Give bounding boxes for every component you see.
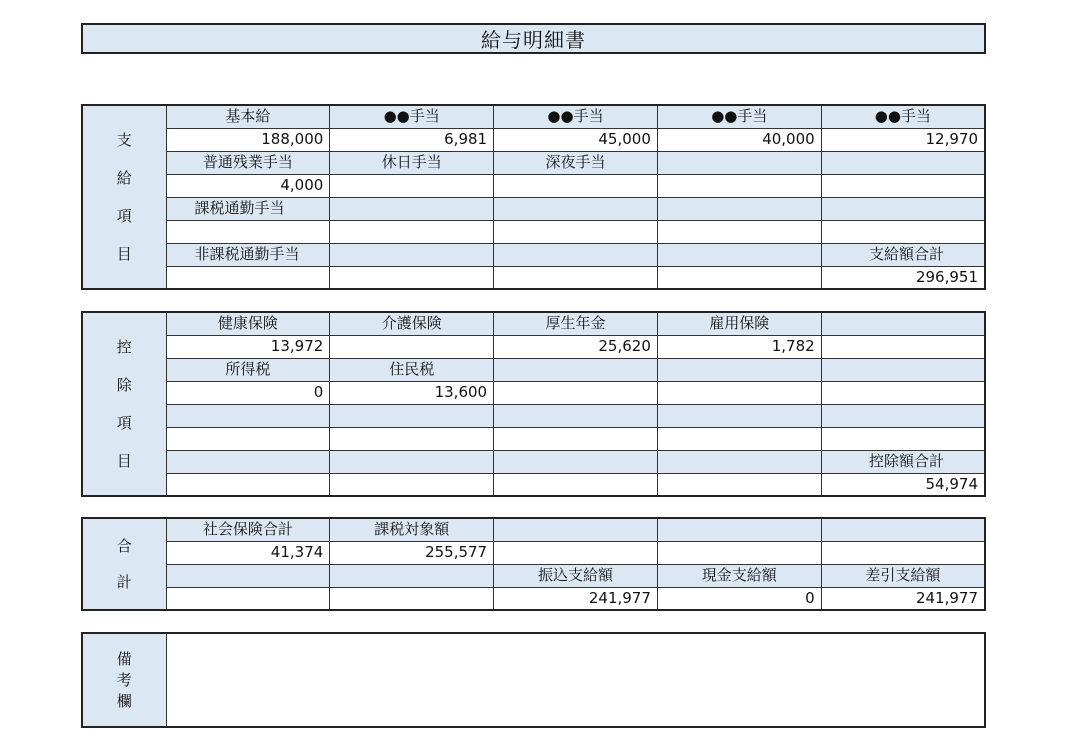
item-name-cell (330, 404, 494, 427)
amount-cell (166, 473, 330, 496)
amount-cell (330, 587, 494, 610)
item-name-cell (494, 197, 658, 220)
amount-cell (821, 541, 985, 564)
amount-cell (657, 473, 821, 496)
item-name-cell: 健康保険 (166, 312, 330, 335)
koujo-label-char: 除 (116, 376, 132, 394)
amount-cell: 296,951 (821, 266, 985, 289)
amount-cell: 12,970 (821, 128, 985, 151)
koujo-section-label (82, 312, 166, 496)
amount-cell (494, 541, 658, 564)
amount-cell: 1,782 (657, 335, 821, 358)
item-name-cell: 所得税 (166, 358, 330, 381)
item-name-cell (657, 450, 821, 473)
table-row (82, 381, 985, 404)
table-row (82, 266, 985, 289)
table-row (82, 174, 985, 197)
amount-cell (821, 381, 985, 404)
amount-cell: 13,972 (166, 335, 330, 358)
item-name-cell (657, 243, 821, 266)
remarks-label (82, 633, 166, 727)
item-name-cell (330, 564, 494, 587)
item-name-cell (494, 358, 658, 381)
amount-cell: 188,000 (166, 128, 330, 151)
table-row (82, 427, 985, 450)
item-name-cell: ●●手当 (821, 105, 985, 128)
amount-cell (657, 266, 821, 289)
item-name-cell (821, 197, 985, 220)
amount-cell (821, 335, 985, 358)
amount-cell: 6,981 (330, 128, 494, 151)
item-name-cell: 基本給 (166, 105, 330, 128)
shikyu-section-label (82, 105, 166, 289)
item-name-cell (494, 243, 658, 266)
deduction-section (81, 311, 986, 497)
amount-cell: 4,000 (166, 174, 330, 197)
table-row (82, 105, 985, 128)
item-name-cell: 課税通勤手当 (166, 197, 330, 220)
amount-cell: 241,977 (494, 587, 658, 610)
item-name-cell (657, 151, 821, 174)
amount-cell: 25,620 (494, 335, 658, 358)
item-name-cell (166, 450, 330, 473)
item-name-cell: 住民税 (330, 358, 494, 381)
amount-cell: 13,600 (330, 381, 494, 404)
amount-cell (494, 220, 658, 243)
item-name-cell (330, 450, 494, 473)
shikyu-label-char: 目 (116, 245, 132, 263)
amount-cell: 45,000 (494, 128, 658, 151)
payment-section (81, 104, 986, 290)
remarks-label-char: 考 (116, 670, 132, 689)
table-row (82, 128, 985, 151)
item-name-cell: 支給額合計 (821, 243, 985, 266)
item-name-cell (330, 243, 494, 266)
table-row (82, 541, 985, 564)
goukei-section-label (82, 518, 166, 610)
amount-cell (821, 427, 985, 450)
table-row (82, 404, 985, 427)
amount-cell: 54,974 (821, 473, 985, 496)
amount-cell (657, 220, 821, 243)
amount-cell (657, 541, 821, 564)
shikyu-label-char: 項 (116, 207, 132, 225)
item-name-cell (821, 312, 985, 335)
koujo-label-char: 目 (116, 452, 132, 470)
amount-cell (494, 473, 658, 496)
amount-cell (494, 427, 658, 450)
table-row (82, 312, 985, 335)
item-name-cell: 控除額合計 (821, 450, 985, 473)
item-name-cell (166, 404, 330, 427)
remarks-section (81, 632, 986, 728)
item-name-cell: 振込支給額 (494, 564, 658, 587)
item-name-cell: 社会保険合計 (166, 518, 330, 541)
koujo-label-char: 項 (116, 414, 132, 432)
item-name-cell (821, 404, 985, 427)
item-name-cell: ●●手当 (657, 105, 821, 128)
item-name-cell: 現金支給額 (657, 564, 821, 587)
item-name-cell: 差引支給額 (821, 564, 985, 587)
table-row (82, 151, 985, 174)
amount-cell (821, 174, 985, 197)
table-row (82, 220, 985, 243)
amount-cell: 40,000 (657, 128, 821, 151)
table-row (82, 358, 985, 381)
amount-cell (330, 427, 494, 450)
amount-cell (330, 220, 494, 243)
amount-cell (657, 174, 821, 197)
item-name-cell (330, 197, 494, 220)
item-name-cell: 普通残業手当 (166, 151, 330, 174)
item-name-cell: 雇用保険 (657, 312, 821, 335)
amount-cell (330, 473, 494, 496)
amount-cell (166, 427, 330, 450)
item-name-cell: ●●手当 (330, 105, 494, 128)
amount-cell: 41,374 (166, 541, 330, 564)
amount-cell: 0 (657, 587, 821, 610)
item-name-cell: 介護保険 (330, 312, 494, 335)
amount-cell: 241,977 (821, 587, 985, 610)
item-name-cell: 深夜手当 (494, 151, 658, 174)
item-name-cell: ●●手当 (494, 105, 658, 128)
amount-cell (166, 220, 330, 243)
table-row (82, 243, 985, 266)
total-section (81, 517, 986, 611)
koujo-label-char: 控 (116, 338, 132, 356)
shikyu-label-char: 給 (116, 169, 132, 187)
table-row (82, 473, 985, 496)
amount-cell: 0 (166, 381, 330, 404)
item-name-cell (494, 450, 658, 473)
amount-cell (494, 381, 658, 404)
goukei-label-char: 合 (116, 537, 132, 555)
amount-cell (166, 587, 330, 610)
item-name-cell (657, 358, 821, 381)
amount-cell (657, 381, 821, 404)
item-name-cell (494, 404, 658, 427)
table-row (82, 564, 985, 587)
item-name-cell: 休日手当 (330, 151, 494, 174)
table-row (82, 518, 985, 541)
item-name-cell: 厚生年金 (494, 312, 658, 335)
amount-cell (330, 335, 494, 358)
amount-cell (330, 266, 494, 289)
table-row (82, 197, 985, 220)
amount-cell (494, 174, 658, 197)
item-name-cell (657, 518, 821, 541)
remarks-content[interactable] (166, 633, 985, 727)
table-row (82, 335, 985, 358)
item-name-cell (166, 564, 330, 587)
shikyu-label-char: 支 (116, 131, 132, 149)
item-name-cell (821, 358, 985, 381)
amount-cell (821, 220, 985, 243)
remarks-label-char: 備 (116, 649, 132, 668)
document-title: 給与明細書 (81, 23, 986, 54)
item-name-cell (821, 518, 985, 541)
amount-cell (494, 266, 658, 289)
amount-cell (166, 266, 330, 289)
item-name-cell (657, 197, 821, 220)
amount-cell: 255,577 (330, 541, 494, 564)
item-name-cell: 非課税通勤手当 (166, 243, 330, 266)
amount-cell (657, 427, 821, 450)
item-name-cell: 課税対象額 (330, 518, 494, 541)
goukei-label-char: 計 (116, 573, 132, 591)
table-row (82, 450, 985, 473)
table-row (82, 587, 985, 610)
item-name-cell (821, 151, 985, 174)
item-name-cell (657, 404, 821, 427)
amount-cell (330, 174, 494, 197)
item-name-cell (494, 518, 658, 541)
remarks-label-char: 欄 (116, 691, 132, 710)
